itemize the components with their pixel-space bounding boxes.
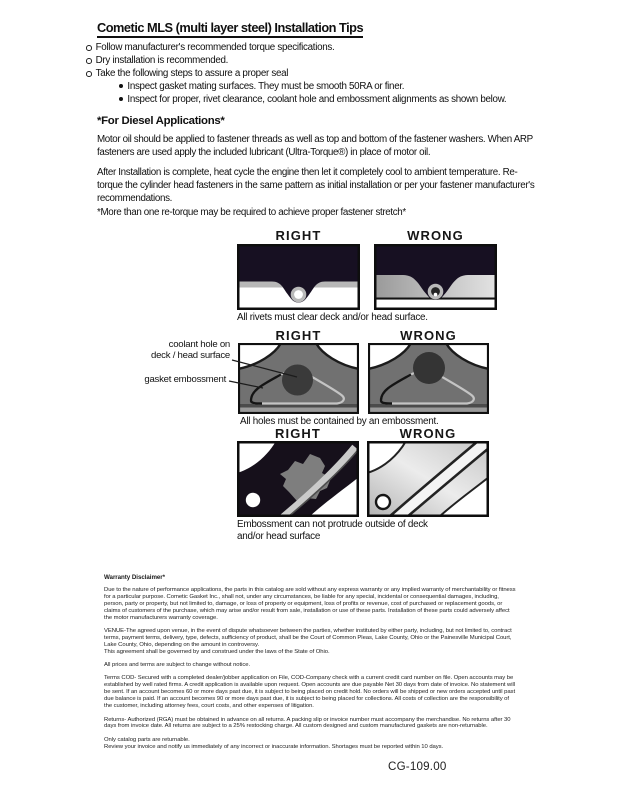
tip-bullet <box>86 67 548 80</box>
embossment-inside-diagram <box>237 441 359 517</box>
set2-wrong-label: WRONG <box>400 328 457 343</box>
set3-caption-line2: and/or head surface <box>237 531 321 542</box>
warranty-heading: Warranty Disclaimer* <box>104 574 166 581</box>
set3-right-label: RIGHT <box>275 426 321 441</box>
set3-wrong-label: WRONG <box>399 426 457 441</box>
tip-sub-bullet <box>86 80 548 93</box>
open-bullet-icon <box>86 71 92 77</box>
retorque-note: *More than one re-torque may be required to achieve proper fastener stretch* <box>97 207 406 218</box>
leader-lines <box>200 352 304 392</box>
legal-paragraph: Due to the nature of performance applications, the parts in this catalog are sold without any express warranty or any implied warranty of merchantability or fitness for a particular purpose. Cometic Gasket Inc., shall not, under any circumstances, be liable for any special, incidental or consequential damages, including, person, party or property, but not limited to, damage, or loss of property or equipment, loss of profits or revenue, cost of purchased or replacement goods, or claims of customers of the purchase, which may arise and/or result from sale, installation or use of these parts. Installation of these parts could adversely affect the motor manufacturers warranty coverage. <box>104 586 516 621</box>
coolant-hole-label: coolant hole on deck / head surface <box>151 339 230 362</box>
hole-outside-diagram <box>368 343 489 414</box>
set1-right-label: RIGHT <box>275 228 322 243</box>
tip-text: Follow manufacturer's recommended torque specifications. <box>95 42 335 53</box>
solid-bullet-icon <box>119 97 123 101</box>
set2-caption: All holes must be contained by an embossment. <box>240 416 439 427</box>
tip-text: Take the following steps to assure a proper seal <box>95 68 289 79</box>
diesel-paragraph-2: After Installation is complete, heat cycle the engine then let it completely cool to ambient temperature. Re-torque the cylinder head fasteners in the same pattern as initial installation or per your fastener manufacturer's recommendations. <box>97 167 535 204</box>
page-title: Cometic MLS (multi layer steel) Installation Tips <box>97 20 363 38</box>
legal-paragraph: All prices and terms are subject to change without notice. <box>104 662 251 669</box>
tip-text: Inspect for proper, rivet clearance, coolant hole and embossment alignments as shown below. <box>127 94 507 105</box>
solid-bullet-icon <box>119 84 123 88</box>
set1-caption: All rivets must clear deck and/or head surface. <box>237 312 428 323</box>
tip-text: Inspect gasket mating surfaces. They must be smooth 50RA or finer. <box>127 81 405 92</box>
set3-caption-line1: Embossment can not protrude outside of deck <box>237 519 428 530</box>
warranty-disclaimer-section <box>104 575 516 757</box>
legal-paragraph: VENUE-The agreed upon venue, in the event of dispute whatsoever between the parties, whether instituted by either party, including, but not limited to, contract terms, payment terms, delivery, type, defects, sufficiency of product, shall be the Court of Common Pleas, Lake County, Ohio or the Painesville Municipal Court, Lake County, Ohio, depending on the amount in controversy. <box>104 627 512 648</box>
set1-wrong-label: WRONG <box>407 228 464 243</box>
tip-bullet <box>86 41 548 54</box>
legal-paragraph: Returns- Authorized (RGA) must be obtained in advance on all returns. A packing slip or invoice number must accompany the merchandise. No returns after 30 days from invoice date. All returns are subject to a 25% restocking charge. All custom designed and custom manufactured gaskets are non-returnable. <box>104 716 511 730</box>
tip-sub-bullet <box>86 93 548 106</box>
legal-paragraph: Only catalog parts are returnable. <box>104 736 190 743</box>
installation-tips-list <box>86 41 548 106</box>
diesel-applications-heading: *For Diesel Applications* <box>97 115 225 127</box>
open-bullet-icon <box>86 45 92 51</box>
embossment-wrong-illustration <box>367 441 489 517</box>
rivet-clear-diagram <box>237 244 360 310</box>
embossment-right-illustration <box>237 441 359 517</box>
page-code: CG-109.00 <box>388 760 447 773</box>
rivet-wrong-illustration <box>374 244 497 310</box>
diesel-paragraph-1: Motor oil should be applied to fastener threads as well as top and bottom of the fastener washers. When ARP fasteners are used apply the included lubricant (Ultra-Torque®) in place of motor oil. <box>97 134 533 158</box>
legal-paragraph: This agreement shall be governed by and construed under the laws of the State of Ohio. <box>104 648 330 655</box>
tip-text: Dry installation is recommended. <box>95 55 229 66</box>
rivet-right-illustration <box>237 244 360 310</box>
open-bullet-icon <box>86 58 92 64</box>
rivet-interference-diagram <box>374 244 497 310</box>
legal-paragraph: Terms COD- Secured with a completed dealer/jobber application on File, COD-Company check with a current credit card number on file. Open accounts may be established by well rated firms. A credit application is available upon request. Open accounts are due payable Net 30 days from date of invoice. No statement will be sent. If an account becomes 60 or more days past due, it is subject to being placed on credit hold. No orders will be shipped or new orders accepted until past due balance is paid. If an account becomes 90 or more days past due, it is subject to being placed for collections. All costs of collection are the responsibility of the customer, including attorney fees, court costs, and other expenses of litigation. <box>104 675 516 710</box>
gasket-embossment-label: gasket embossment <box>144 374 226 385</box>
coolant-wrong-illustration <box>368 343 489 414</box>
legal-paragraph: Review your invoice and notify us immediately of any incorrect or inaccurate information. Shortages must be reported within 10 days. <box>104 743 444 750</box>
embossment-protruding-diagram <box>367 441 489 517</box>
set2-right-label: RIGHT <box>275 328 322 343</box>
tip-bullet <box>86 54 548 67</box>
